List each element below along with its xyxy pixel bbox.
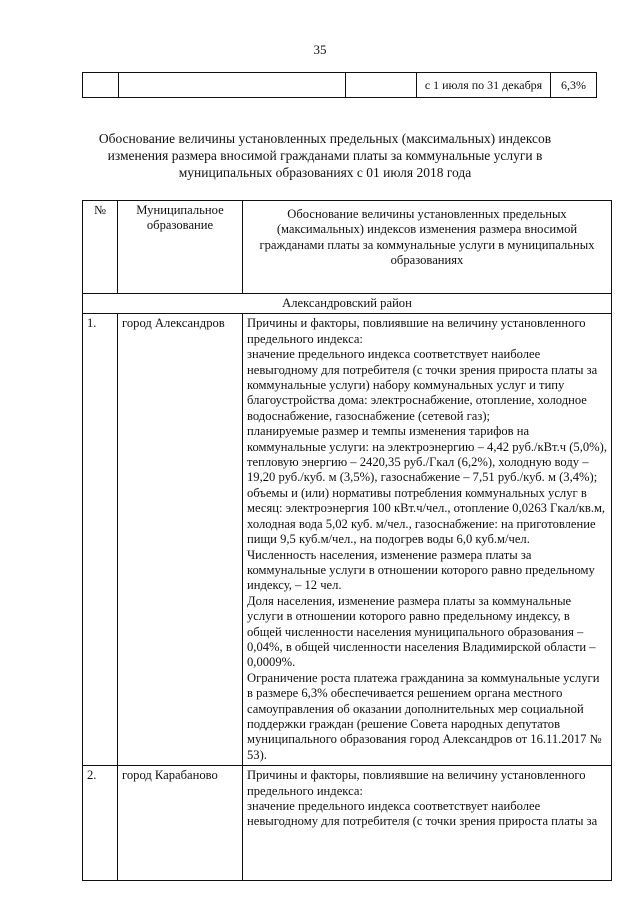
document-heading: Обоснование величины установленных предельных (максимальных) индексов изменения размера вносимой гражданами платы за коммунальные услуги в муниципальных образованиях с 01 июля 2018 года [98,131,552,180]
empty-cell [346,73,417,98]
row-number: 1. [83,314,118,766]
paragraph: Причины и факторы, повлиявшие на величину установленного предельного индекса: [247,768,586,798]
justification-text [243,314,612,766]
header-municipality: Муниципальное образование [118,201,243,294]
paragraph: Причины и факторы, повлиявшие на величину установленного предельного индекса: [247,316,586,346]
paragraph: значение предельного индекса соответствует наиболее невыгодному для потребителя (с точки зрения прироста платы за [247,799,598,829]
period-cell: с 1 июля по 31 декабря [417,73,551,98]
continuation-table [82,72,597,98]
page-number: 35 [313,42,327,57]
region-name: Александровский район [83,294,612,314]
paragraph: объемы и (или) нормативы потребления коммунальных услуг в месяц: электроэнергия 100 кВт.ч/чел., отопление 0,0263 Гкал/кв.м, холодная вода 5,02 куб. м/чел., газоснабжение: на приготовление пищи 9,5 куб.м/чел., на подогрев воды 6,0 куб.м/чел. [247,485,606,547]
paragraph: значение предельного индекса соответствует наиболее невыгодному для потребителя (с точки зрения прироста платы за коммунальные услуги) набору коммунальных услуг и типу благоустройства дома: электроснабжение, отопление, холодное водоснабжение, газоснабжение (сетевой газ); [247,347,598,423]
paragraph: Ограничение роста платежа гражданина за коммунальные услуги в размере 6,3% обеспечивается решением органа местного самоуправления об оказании дополнительных мер социальной поддержки граждан (решение Совета народных депутатов муниципального образования город Александров от 16.11.2017 № 53). [247,670,602,762]
paragraph: планируемые размер и темпы изменения тарифов на коммунальные услуги: на электроэнергию – 4,42 руб./кВт.ч (5,0%), тепловую энергию – 2420,35 руб./Гкал (6,2%), холодную воду – 19,20 руб./куб. м (3,5%), газоснабжение – 7,51 руб./куб. м (3,4%); [247,424,608,485]
justification-text [243,766,612,881]
empty-cell [119,73,346,98]
header-justification: Обоснование величины установленных предельных (максимальных) индексов изменения размера вносимой гражданами платы за коммунальные услуги в муниципальных образованиях [243,201,612,294]
paragraph: Численность населения, изменение размера платы за коммунальные услуги в отношении которого равно предельному индексу, – 12 чел. [247,547,595,593]
header-num: № [83,201,118,294]
row-number: 2. [83,766,118,881]
empty-cell [83,73,119,98]
paragraph: Доля населения, изменение размера платы за коммунальные услуги в отношении которого равно предельному индексу, в общей численности населения муниципального образования – 0,04%, в общей численности населения Владимирской области – 0,0009%. [247,593,596,670]
percent-cell: 6,3% [551,73,597,98]
municipality-name: город Александров [118,314,243,766]
justification-table [82,200,612,881]
municipality-name: город Карабаново [118,766,243,881]
